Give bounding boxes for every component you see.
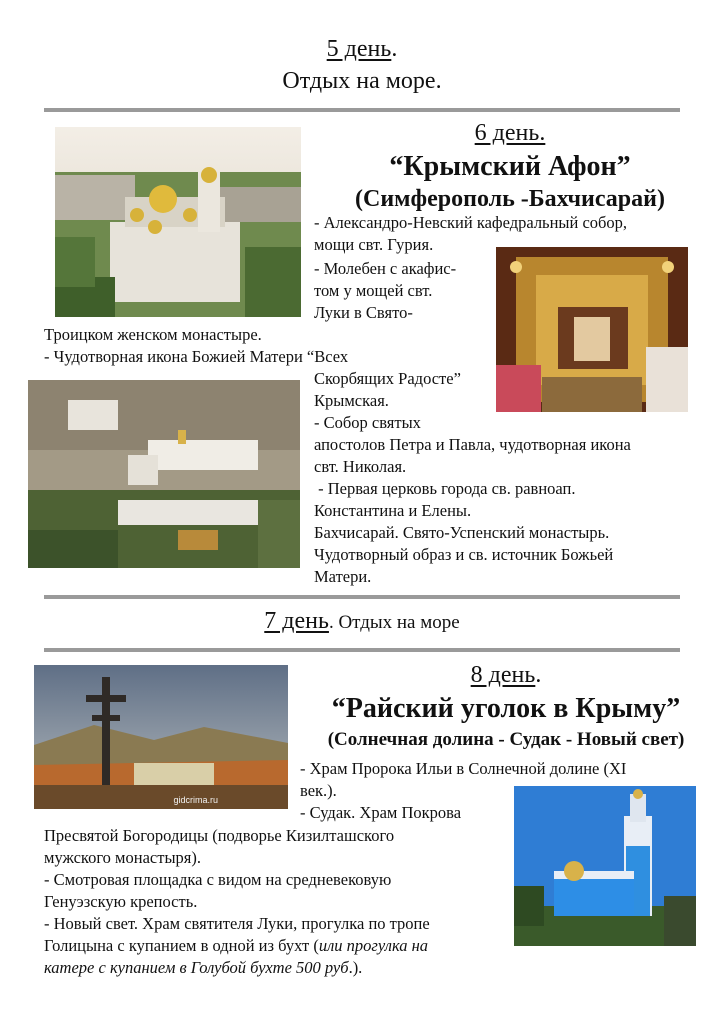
- day8-heading-dot: .: [535, 662, 542, 688]
- day5-heading-dot: .: [391, 36, 398, 62]
- cross-valley-photo: [34, 665, 288, 809]
- day6-line-14: Константина и Елены.: [314, 501, 472, 520]
- day8-line-10: [44, 957, 362, 978]
- day6-title: “Крымский Афон”: [389, 151, 631, 182]
- photo-watermark: gidcrima.ru: [173, 795, 218, 805]
- day6-line-2: мощи свт. Гурия.: [314, 235, 434, 254]
- day6-heading-line: [300, 118, 720, 148]
- day5-subtitle: Отдых на море.: [282, 68, 442, 94]
- divider-1: [44, 108, 680, 112]
- day7-heading-line: [0, 606, 724, 639]
- day6-line-8: Скорбящих Радосте”: [314, 369, 461, 388]
- day8-line-10-italic: катере с купанием в Голубой бухте 500 руб: [44, 958, 349, 977]
- day7-heading: 7 день: [264, 608, 329, 634]
- day7-rest: . Отдых на море: [328, 612, 460, 633]
- day6-line-12: свт. Николая.: [314, 457, 407, 476]
- divider-3: [44, 648, 680, 652]
- day6-heading: 6 день.: [474, 120, 546, 146]
- day8-line-1: - Храм Пророка Ильи в Солнечной долине (XI: [300, 759, 627, 778]
- cathedral-photo: [55, 127, 301, 317]
- day8-line-5: мужского монастыря).: [44, 848, 201, 867]
- day8-line-10-tail: .).: [348, 958, 363, 977]
- day8-line-9-regular: Голицына с купанием в одной из бухт (: [44, 936, 319, 955]
- day5-heading: 5 день: [326, 36, 392, 62]
- day6-line-5: Луки в Свято-: [314, 303, 413, 322]
- cave-monastery-photo: [28, 380, 300, 568]
- day8-line-6: - Смотровая площадка с видом на средневековую: [44, 870, 392, 889]
- day8-route: (Солнечная долина - Судак - Новый свет): [327, 729, 685, 750]
- day6-line-15: Бахчисарай. Свято-Успенский монастырь.: [314, 523, 610, 542]
- day6-line-1: - Александро-Невский кафедральный собор,: [314, 213, 628, 232]
- day6-line-3: - Молебен с акафис-: [314, 259, 457, 278]
- day6-route: (Симферополь -Бахчисарай): [355, 186, 665, 212]
- day8-heading: 8 день: [470, 662, 536, 688]
- day8-line-2: век.).: [300, 781, 337, 800]
- day8-title: “Райский уголок в Крыму”: [331, 693, 681, 724]
- divider-2: [44, 595, 680, 599]
- day6-line-7: - Чудотворная икона Божией Матери “Всех: [44, 347, 349, 366]
- relics-icon-photo: [496, 247, 688, 412]
- day6-line-4: том у мощей свт.: [314, 281, 433, 300]
- day6-line-10: - Собор святых: [314, 413, 421, 432]
- day8-heading-line: [288, 660, 724, 690]
- day6-line-17: Матери.: [314, 567, 372, 586]
- day6-line-9: Крымская.: [314, 391, 389, 410]
- blue-church-photo: [514, 786, 696, 946]
- day5-heading-line: [0, 34, 724, 64]
- day6-line-6: Троицком женском монастыре.: [44, 325, 262, 344]
- day8-line-9: [44, 935, 428, 956]
- day8-line-8: - Новый свет. Храм святителя Луки, прогулка по тропе: [44, 914, 430, 933]
- day8-line-3: - Судак. Храм Покрова: [300, 803, 462, 822]
- day6-line-16: Чудотворный образ и св. источник Божьей: [314, 545, 614, 564]
- day8-line-9-italic: или прогулка на: [318, 936, 429, 955]
- day8-line-4: Пресвятой Богородицы (подворье Кизилташского: [44, 826, 395, 845]
- day6-line-13: - Первая церковь города св. равноап.: [314, 479, 576, 498]
- day6-line-11: апостолов Петра и Павла, чудотворная икона: [314, 435, 631, 454]
- day8-line-7: Генуэзскую крепость.: [44, 892, 198, 911]
